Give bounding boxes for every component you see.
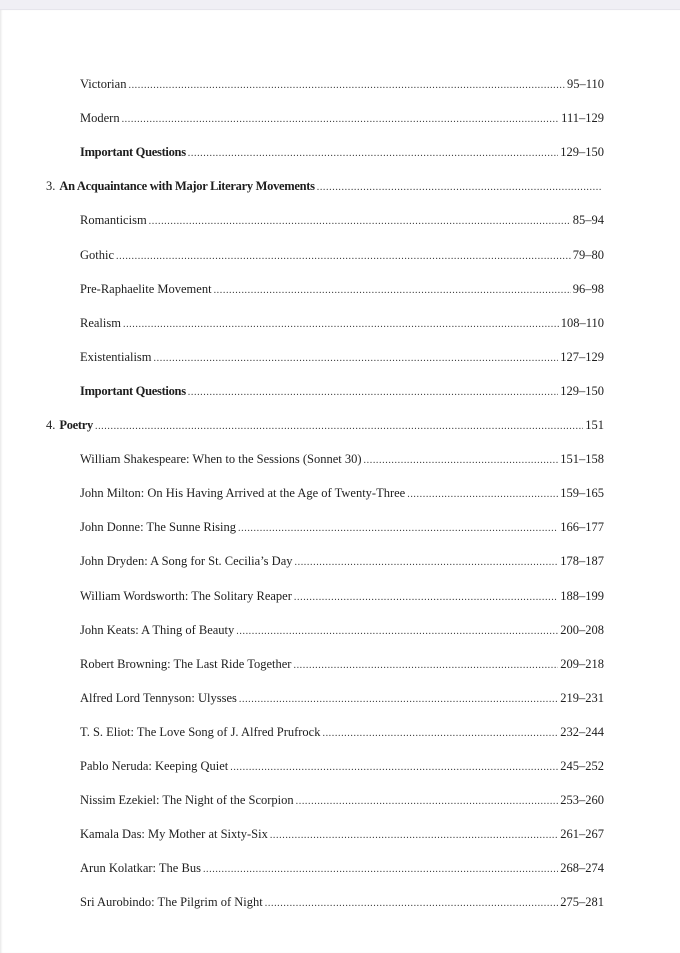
entry-title: T. S. Eliot: The Love Song of J. Alfred Prufrock [80,724,321,739]
entry-title: Important Questions [80,383,186,398]
entry-title: William Shakespeare: When to the Sessions (Sonnet 30) [80,452,362,467]
dot-leader [239,694,558,705]
page-range: 261–267 [560,827,604,842]
document-page [0,10,680,953]
dot-leader [236,626,558,637]
entry-title: Modern [80,111,120,126]
dot-leader [322,728,558,739]
dot-leader [317,182,602,193]
toc-entry[interactable] [80,486,604,504]
entry-title: Pablo Neruda: Keeping Quiet [80,759,229,773]
entry-title: Arun Kolatkar: The Bus [80,861,201,876]
page-range: 95–110 [566,77,604,91]
entry-title: Existentialism [80,349,152,364]
dot-leader [214,285,571,296]
page-range: 166–177 [560,520,604,535]
dot-leader [295,557,559,568]
dot-leader [116,251,571,262]
page-range: 245–252 [560,759,604,773]
dot-leader [293,660,558,671]
toc-entry[interactable] [80,77,604,95]
dot-leader [230,762,558,773]
page-range: 209–218 [560,656,604,671]
page-range: 178–187 [560,554,604,569]
toc-entry[interactable] [80,145,604,163]
dot-leader [95,421,583,432]
page-range: 219–231 [560,690,604,705]
page-range: 129–150 [560,145,604,160]
toc-entry[interactable] [80,384,604,402]
page-range: 275–281 [560,895,604,910]
entry-title: John Milton: On His Having Arrived at the Age of Twenty-Three [80,486,406,501]
entry-title: William Wordsworth: The Solitary Reaper [80,588,292,603]
entry-title: Nissim Ezekiel: The Night of the Scorpion [80,793,294,808]
toc-entry[interactable] [80,623,604,641]
page-range: 111–129 [561,111,604,126]
toc-entry[interactable] [80,554,604,572]
entry-title: Gothic [80,247,115,262]
toc-chapter-entry[interactable] [46,418,604,436]
entry-title: An Acquaintance with Major Literary Movements [59,179,315,194]
page-range: 108–110 [560,315,604,330]
page-range: 253–260 [560,793,604,808]
page-range: 151 [585,418,604,432]
toc-entry[interactable] [80,111,604,129]
dot-leader [364,455,559,466]
entry-title: Poetry [59,418,93,432]
page-range: 79–80 [572,247,604,262]
toc-entry[interactable] [80,827,604,845]
entry-title: Realism [80,315,121,330]
dot-leader [265,898,558,909]
dot-leader [188,387,558,398]
toc-entry[interactable] [80,520,604,538]
dot-leader [296,796,559,807]
dot-leader [154,353,559,364]
page-range: 188–199 [560,588,604,603]
toc-entry[interactable] [80,589,604,607]
dot-leader [203,864,558,875]
toc-entry[interactable] [80,316,604,334]
toc-entry[interactable] [80,725,604,743]
toc-entry[interactable] [80,861,604,879]
dot-leader [188,148,558,159]
toc-entry[interactable] [80,895,604,913]
chapter-number: 3. [46,179,56,194]
toc-entry[interactable] [80,793,604,811]
entry-title: Robert Browning: The Last Ride Together [80,656,292,671]
entry-title: Pre-Raphaelite Movement [80,281,212,296]
page-range: 151–158 [560,452,604,467]
page-range: 159–165 [560,486,604,501]
toc-entry[interactable] [80,213,604,231]
toc-entry[interactable] [80,452,604,470]
dot-leader [407,489,558,500]
entry-title: Alfred Lord Tennyson: Ulysses [80,690,237,705]
chapter-number: 4. [46,418,56,432]
page-range: 96–98 [572,281,604,296]
toc-entry[interactable] [80,759,604,777]
dot-leader [238,523,558,534]
toc-chapter-entry[interactable] [46,179,604,197]
toc-entry[interactable] [80,350,604,368]
dot-leader [122,114,560,125]
entry-title: John Dryden: A Song for St. Cecilia’s Day [80,554,293,569]
toc-entry[interactable] [80,691,604,709]
entry-title: Victorian [80,77,127,91]
toc-entry[interactable] [80,657,604,675]
dot-leader [149,216,571,227]
dot-leader [128,80,564,91]
dot-leader [294,592,558,603]
entry-title: John Donne: The Sunne Rising [80,520,237,535]
page-range: 268–274 [560,861,604,876]
page-range: 200–208 [560,622,604,637]
entry-title: Romanticism [80,213,147,228]
page-range: 232–244 [560,724,604,739]
entry-title: Kamala Das: My Mother at Sixty-Six [80,827,268,842]
dot-leader [270,830,558,841]
viewer-top-band [0,0,680,10]
toc-entry[interactable] [80,282,604,300]
entry-title: John Keats: A Thing of Beauty [80,622,235,637]
entry-title: Sri Aurobindo: The Pilgrim of Night [80,895,263,910]
dot-leader [123,319,559,330]
toc-entry[interactable] [80,248,604,266]
page-range: 129–150 [560,383,604,398]
page-range: 85–94 [572,213,604,228]
entry-title: Important Questions [80,145,186,160]
page-range: 127–129 [560,349,604,364]
